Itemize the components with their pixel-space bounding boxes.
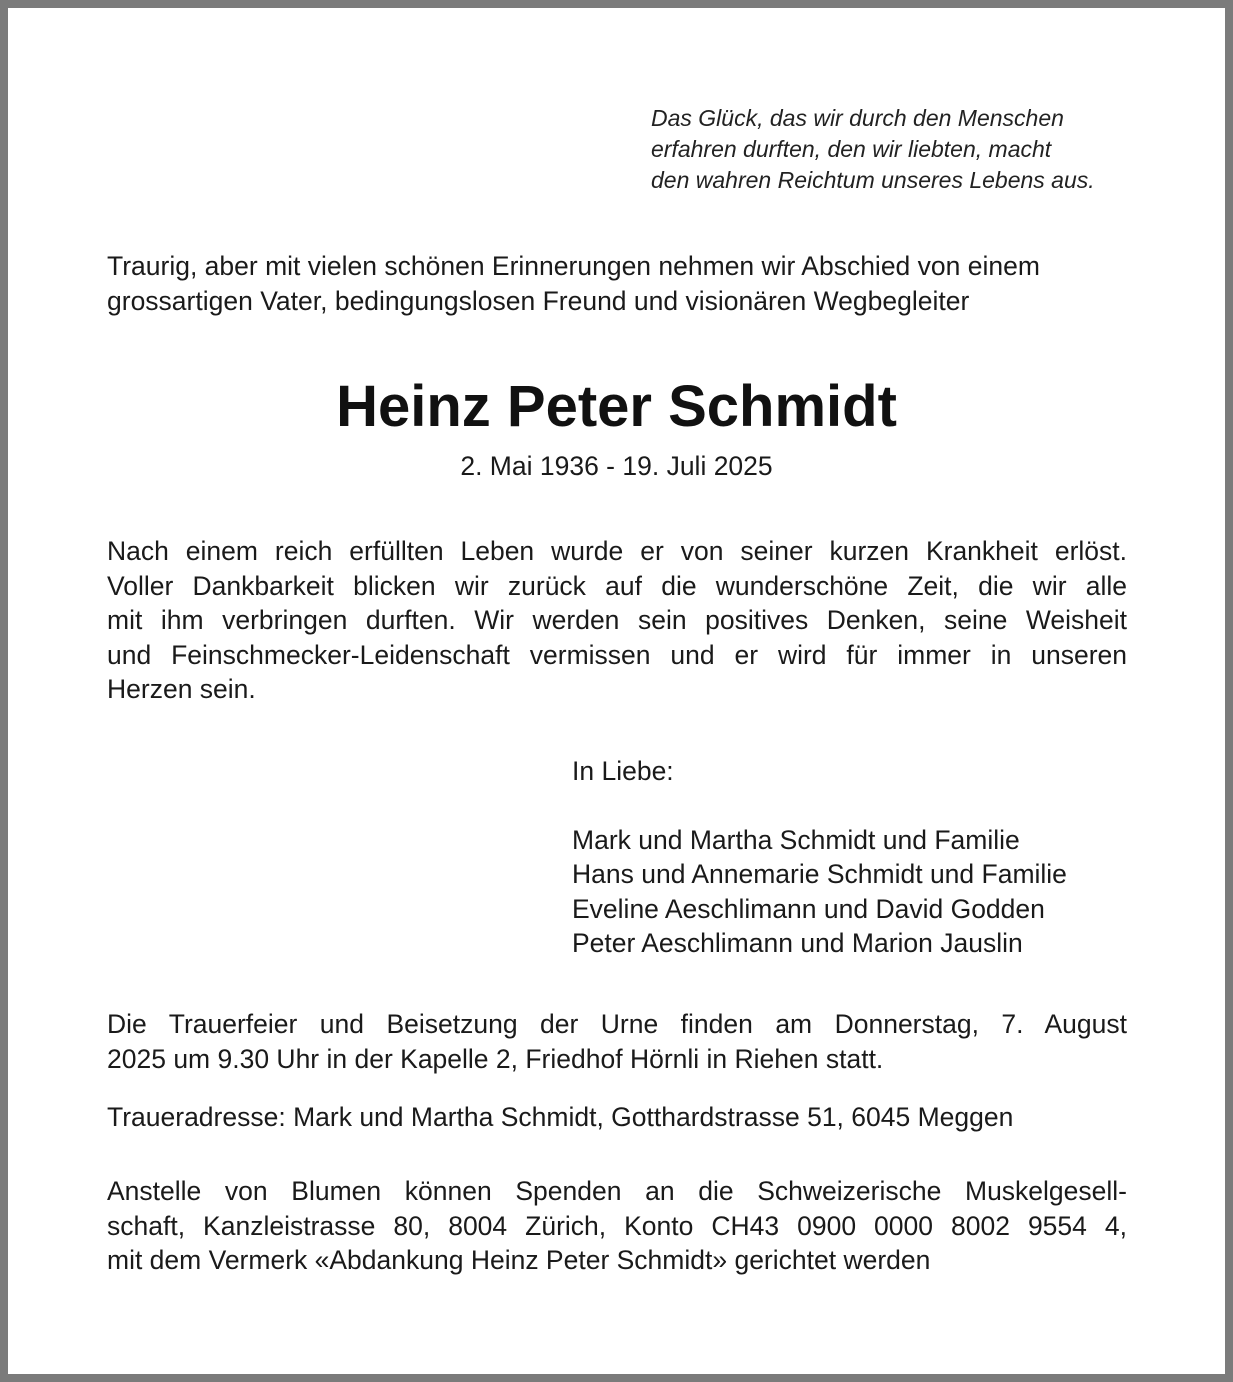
mourning-address bbox=[107, 1100, 1127, 1135]
ceremony-paragraph bbox=[107, 1007, 1127, 1076]
life-dates: 2. Mai 1936 - 19. Juli 2025 bbox=[460, 451, 773, 481]
body-line: Voller Dankbarkeit blicken wir zurück auf die wunderschöne Zeit, die wir alle bbox=[107, 570, 1127, 601]
intro-line: Traurig, aber mit vielen schönen Erinnerungen nehmen wir Abschied von einem bbox=[107, 251, 1040, 281]
intro-paragraph bbox=[107, 249, 1127, 318]
body-line: mit ihm verbringen durften. Wir werden sein positives Denken, seine Weisheit bbox=[107, 605, 1127, 635]
deceased-name: Heinz Peter Schmidt bbox=[336, 374, 897, 439]
obituary-page bbox=[8, 8, 1225, 1374]
signers-label: In Liebe: bbox=[572, 756, 674, 786]
quote-line: den wahren Reichtum unseres Lebens aus. bbox=[651, 167, 1095, 193]
signer-name: Hans und Annemarie Schmidt und Familie bbox=[572, 859, 1067, 889]
body-line: Herzen sein. bbox=[107, 674, 256, 704]
donation-paragraph bbox=[107, 1174, 1127, 1278]
signers-block bbox=[572, 754, 1152, 961]
body-line: Nach einem reich erfüllten Leben wurde er von seiner kurzen Krankheit erlöst. bbox=[107, 536, 1127, 566]
body-line: und Feinschmecker-Leidenschaft vermissen und er wird für immer in unseren bbox=[107, 639, 1127, 670]
signer-name: Eveline Aeschlimann und David Godden bbox=[572, 893, 1045, 924]
signer-name: Peter Aeschlimann und Marion Jauslin bbox=[572, 928, 1023, 958]
quote-line: erfahren durften, den wir liebten, macht bbox=[651, 136, 1052, 162]
donation-line: Anstelle von Blumen können Spenden an die Schweizerische Muskelgesell- bbox=[107, 1176, 1127, 1206]
donation-line: mit dem Vermerk «Abdankung Heinz Peter Schmidt» gerichtet werden bbox=[107, 1245, 931, 1275]
body-paragraph bbox=[107, 534, 1127, 707]
address-line: Traueradresse: Mark und Martha Schmidt, Gotthardstrasse 51, 6045 Meggen bbox=[107, 1102, 1014, 1132]
ceremony-line: 2025 um 9.30 Uhr in der Kapelle 2, Friedhof Hörnli in Riehen statt. bbox=[107, 1043, 884, 1074]
donation-line: schaft, Kanzleistrasse 80, 8004 Zürich, Konto CH43 0900 0000 8002 9554 4, bbox=[107, 1210, 1127, 1241]
ceremony-line: Die Trauerfeier und Beisetzung der Urne finden am Donnerstag, 7. August bbox=[107, 1009, 1127, 1039]
intro-line: grossartigen Vater, bedingungslosen Freund und visionären Wegbegleiter bbox=[107, 285, 970, 316]
signer-name: Mark und Martha Schmidt und Familie bbox=[572, 824, 1020, 855]
epigraph-quote bbox=[651, 103, 1171, 196]
quote-line: Das Glück, das wir durch den Menschen bbox=[651, 105, 1064, 131]
